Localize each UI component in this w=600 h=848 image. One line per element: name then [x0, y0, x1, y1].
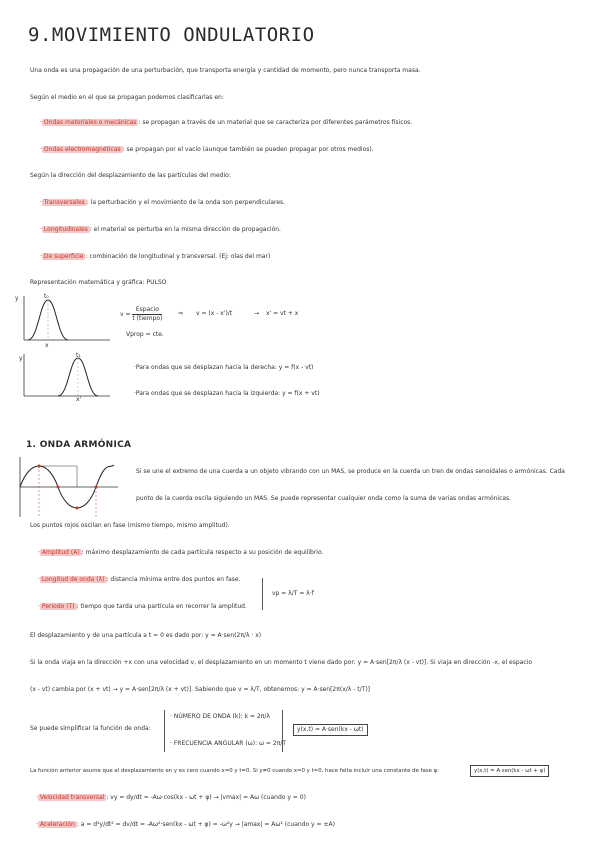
tag: Aceleración — [39, 821, 75, 828]
v-denominator: t (tiempo) — [132, 315, 163, 322]
def-amplitud: · Amplitud (A) : máximo desplazamiento de cada partícula respecto a su posición de equilibrio. — [38, 549, 324, 556]
tag: Longitudinales — [43, 226, 88, 233]
representacion-label: Representación matemática y gráfica: PULSO — [30, 279, 167, 286]
simpl-brace-right — [282, 710, 283, 752]
def-longitud: · Longitud de onda (λ) : distancia mínima entre dos puntos en fase. — [38, 576, 241, 583]
simplificar-text: Se puede simplificar la función de onda: — [30, 725, 151, 732]
tag: De superficie — [43, 253, 84, 260]
right-direction-text: ·Para ondas que se desplazan hacia la derecha: y = f(x - vt) — [134, 364, 314, 371]
puntos-rojos-text: Los puntos rojos oscilan en fase (mismo tiempo, mismo amplitud). — [30, 522, 230, 529]
arrow-1: ⇒ — [178, 310, 184, 317]
desplazamiento-line: El desplazamiento y de una partícula a t = 0 es dado por: y = A·sen(2π/λ · x) — [30, 632, 262, 639]
tag: Transversales — [43, 199, 85, 206]
desc: : se propagan a través de un material que se caracteriza por diferentes parámetros físicos. — [138, 119, 413, 126]
desc: : la perturbación y el movimiento de la onda son perpendiculares. — [86, 199, 286, 206]
desc: : se propagan por el vacío (aunque también se pueden propagar por otros medios). — [122, 146, 374, 153]
desc: : distancia mínima entre dos puntos en fase. — [106, 576, 241, 583]
tag: Ondas materiales o mecánicas — [43, 119, 137, 126]
armonica-line-2: punto de la cuerda oscila siguiendo un MAS. Se puede representar cualquier onda como la suma de varias ondas armónicas. — [136, 495, 512, 502]
direccion-item-longitudinales: · Longitudinales : el material se perturba en la misma dirección de propagación. — [40, 226, 281, 233]
graph2-y-label: y — [19, 355, 23, 362]
velocidad-line: · Velocidad transversal : vy = dy/dt = -Aω·cos(kx - ωt + φ) → |vmax| = Aω (cuando y = 0) — [36, 794, 306, 801]
fase-line: La función anterior asume que el desplazamiento en y es cero cuando x=0 y t=0. Si y≠0 cuando x=0 y t=0, hace falta incluir una constante de fase φ: — [30, 768, 439, 774]
graph2-peak-label: t₁ — [76, 352, 81, 359]
left-direction-text: ·Para ondas que se desplazan hacia la izquierda: y = f(x + vt) — [134, 390, 320, 397]
armonica-line-1: Si se une el extremo de una cuerda a un objeto vibrando con un MAS, se produce en la cuerda un tren de ondas senoidales o armónicas. Cada — [136, 468, 565, 475]
cambia-line: (x - vt) cambia por (x + vt) → y = A·sen[2π/λ (x + vt)]. Sabiendo que v = λ/T, obtenemos: y = A·sen[2π(x/λ - t/T)] — [30, 686, 371, 693]
aceleracion-line: · Aceleración : a = d²y/dt² = dv/dt = -Aω²·sen(kx - ωt + φ) = -ω²y → |amax| = Aω² (cuando y = ±A) — [36, 821, 335, 828]
tag: Amplitud (A) — [41, 549, 80, 556]
medio-item-electromagneticas: · Ondas electromagnéticas : se propagan por el vacío (aunque también se pueden propagar por otros medios). — [40, 146, 374, 153]
direccion-intro: Según la dirección del desplazamiento de las partículas del medio: — [30, 172, 231, 179]
fase-box: y(x,t) = A·sen(kx - ωt + φ) — [470, 765, 549, 777]
desc: : el material se perturba en la misma dirección de propagación. — [89, 226, 281, 233]
section-heading-onda-armonica: 1. ONDA ARMÓNICA — [26, 440, 132, 450]
pulse-graph-2 — [14, 350, 114, 404]
desc: : máximo desplazamiento de cada partícula respecto a su posición de equilibrio. — [81, 549, 324, 556]
velocity-formula: v = Espacio t (tiempo) — [120, 306, 163, 322]
formula-right: x' = vt + x — [266, 310, 299, 317]
v-numerator: Espacio — [132, 306, 162, 315]
simpl-brace — [164, 710, 165, 752]
desc: : a = d²y/dt² = dv/dt = -Aω²·sen(kx - ωt + φ) = -ω²y → |amax| = Aω² (cuando y = ±A) — [76, 821, 335, 828]
tag: Ondas electromagnéticas — [43, 146, 121, 153]
numero-de-onda-text: NÚMERO DE ONDA (k): k = 2π/λ — [173, 713, 270, 720]
desc: : combinación de longitudinal y transversal. (Ej: olas del mar) — [85, 253, 271, 260]
page-title: 9.MOVIMIENTO ONDULATORIO — [28, 24, 315, 46]
graph1-x-label: x — [45, 342, 49, 349]
desc: : vy = dy/dt = -Aω·cos(kx - ωt + φ) → |vmax| = Aω (cuando y = 0) — [106, 794, 306, 801]
medio-intro: Según el medio en el que se propagan podemos clasificarlas en: — [30, 94, 224, 101]
numero-de-onda: · NÚMERO DE ONDA (k): k = 2π/λ — [170, 713, 270, 720]
tag: Longitud de onda (λ) — [41, 576, 105, 583]
harmonic-wave-graph — [14, 455, 122, 521]
simpl-result-box: y(x,t) = A·sen(kx - ωt) — [293, 724, 368, 736]
graph1-peak-label: t₀ — [44, 293, 49, 300]
tag: Periodo (T) — [41, 603, 75, 610]
intro-text: Una onda es una propagación de una perturbación, que transporta energía y cantidad de momento, pero nunca transporta masa. — [30, 67, 421, 74]
direccion-item-superficie: · De superficie : combinación de longitudinal y transversal. (Ej: olas del mar) — [40, 253, 271, 260]
graph1-y-label: y — [15, 295, 19, 302]
frecuencia-angular: · FRECUENCIA ANGULAR (ω): ω = 2π/T — [170, 740, 286, 747]
vprop-text: Vprop = cte. — [126, 331, 164, 338]
vp-formula: vp = λ/T = λ·f — [272, 590, 314, 597]
frecuencia-angular-text: FRECUENCIA ANGULAR (ω): ω = 2π/T — [173, 740, 286, 747]
formula-mid: v = (x - x')/t — [196, 310, 233, 317]
arrow-2: → — [254, 310, 260, 317]
desc: : tiempo que tarda una partícula en recorrer la amplitud. — [76, 603, 247, 610]
medio-item-mecanicas: · Ondas materiales o mecánicas : se propagan a través de un material que se caracteriza por diferentes parámetros físicos. — [40, 119, 413, 126]
tag: Velocidad transversal — [39, 794, 105, 801]
graph2-x-label: x' — [76, 396, 82, 403]
viaja-line: Si la onda viaja en la dirección +x con una velocidad v, el desplazamiento en un momento t viene dado por: y = A·sen[2π/λ (x - vt)]. Si viaja en dirección -x, el espacio — [30, 659, 532, 666]
defs-brace — [262, 578, 263, 610]
def-periodo: · Periodo (T) : tiempo que tarda una partícula en recorrer la amplitud. — [38, 603, 247, 610]
pulse-graph-1 — [14, 292, 114, 348]
direccion-item-transversales: · Transversales : la perturbación y el movimiento de la onda son perpendiculares. — [40, 199, 286, 206]
